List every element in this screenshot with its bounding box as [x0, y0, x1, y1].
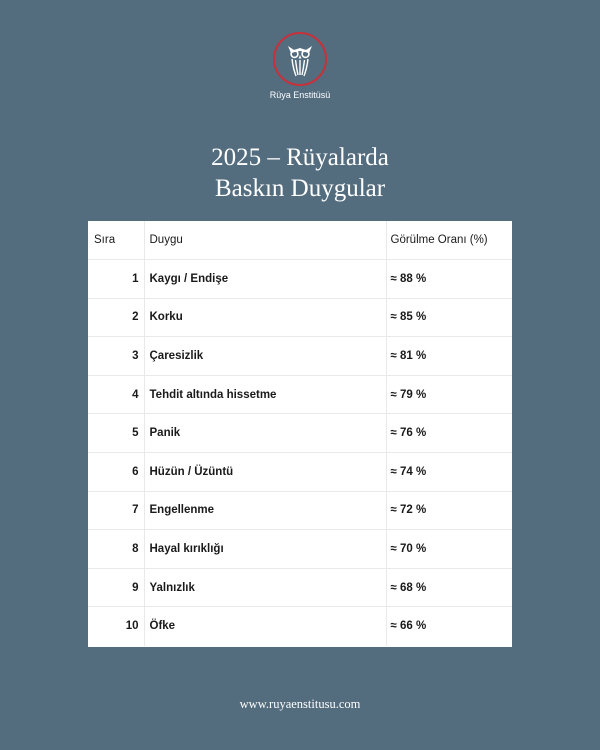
row-emotion: Yalnızlık — [144, 568, 386, 607]
logo-circle — [273, 32, 327, 86]
row-emotion: Engellenme — [144, 491, 386, 530]
emotions-table — [88, 221, 512, 646]
row-rank: 7 — [88, 491, 144, 530]
table-row — [88, 491, 512, 530]
row-rank: 5 — [88, 414, 144, 453]
header-rate: Görülme Oranı (%) — [386, 221, 512, 260]
row-emotion: Kaygı / Endişe — [144, 260, 386, 299]
table-row — [88, 607, 512, 646]
row-emotion: Hayal kırıklığı — [144, 530, 386, 569]
row-rank: 4 — [88, 375, 144, 414]
row-emotion: Panik — [144, 414, 386, 453]
table-row — [88, 375, 512, 414]
row-emotion: Korku — [144, 298, 386, 337]
row-rank: 2 — [88, 298, 144, 337]
row-emotion: Çaresizlik — [144, 337, 386, 376]
footer-url[interactable]: www.ruyaenstitusu.com — [239, 697, 361, 711]
brand-name: Rüya Enstitüsü — [269, 90, 331, 100]
row-rank: 6 — [88, 453, 144, 492]
row-rank: 10 — [88, 607, 144, 646]
row-emotion: Öfke — [144, 607, 386, 646]
row-rate: ≈ 81 % — [386, 337, 512, 376]
table-row — [88, 298, 512, 337]
row-rank: 9 — [88, 568, 144, 607]
row-rate: ≈ 85 % — [386, 298, 512, 337]
row-emotion: Tehdit altında hissetme — [144, 375, 386, 414]
row-rank: 3 — [88, 337, 144, 376]
table-row — [88, 530, 512, 569]
header-rank: Sıra — [88, 221, 144, 260]
logo-block — [0, 32, 600, 100]
table-row — [88, 260, 512, 299]
row-rate: ≈ 74 % — [386, 453, 512, 492]
page-title — [0, 142, 600, 204]
table-row — [88, 568, 512, 607]
row-rate: ≈ 70 % — [386, 530, 512, 569]
table-header-row — [88, 221, 512, 260]
row-rate: ≈ 76 % — [386, 414, 512, 453]
row-rate: ≈ 79 % — [386, 375, 512, 414]
row-rank: 8 — [88, 530, 144, 569]
owl-icon — [285, 42, 315, 78]
title-line-2: Baskın Duygular — [214, 175, 386, 202]
row-rate: ≈ 72 % — [386, 491, 512, 530]
row-rate: ≈ 66 % — [390, 620, 427, 633]
table-row — [88, 414, 512, 453]
emotions-table-card — [88, 221, 512, 647]
row-rate: ≈ 88 % — [386, 260, 512, 299]
table-row — [88, 337, 512, 376]
title-line-1: 2025 – Rüyalarda — [211, 144, 389, 171]
table-row — [88, 453, 512, 492]
row-emotion: Hüzün / Üzüntü — [144, 453, 386, 492]
row-rank: 1 — [88, 260, 144, 299]
row-rate: ≈ 68 % — [386, 568, 512, 607]
header-emotion: Duygu — [144, 221, 386, 260]
